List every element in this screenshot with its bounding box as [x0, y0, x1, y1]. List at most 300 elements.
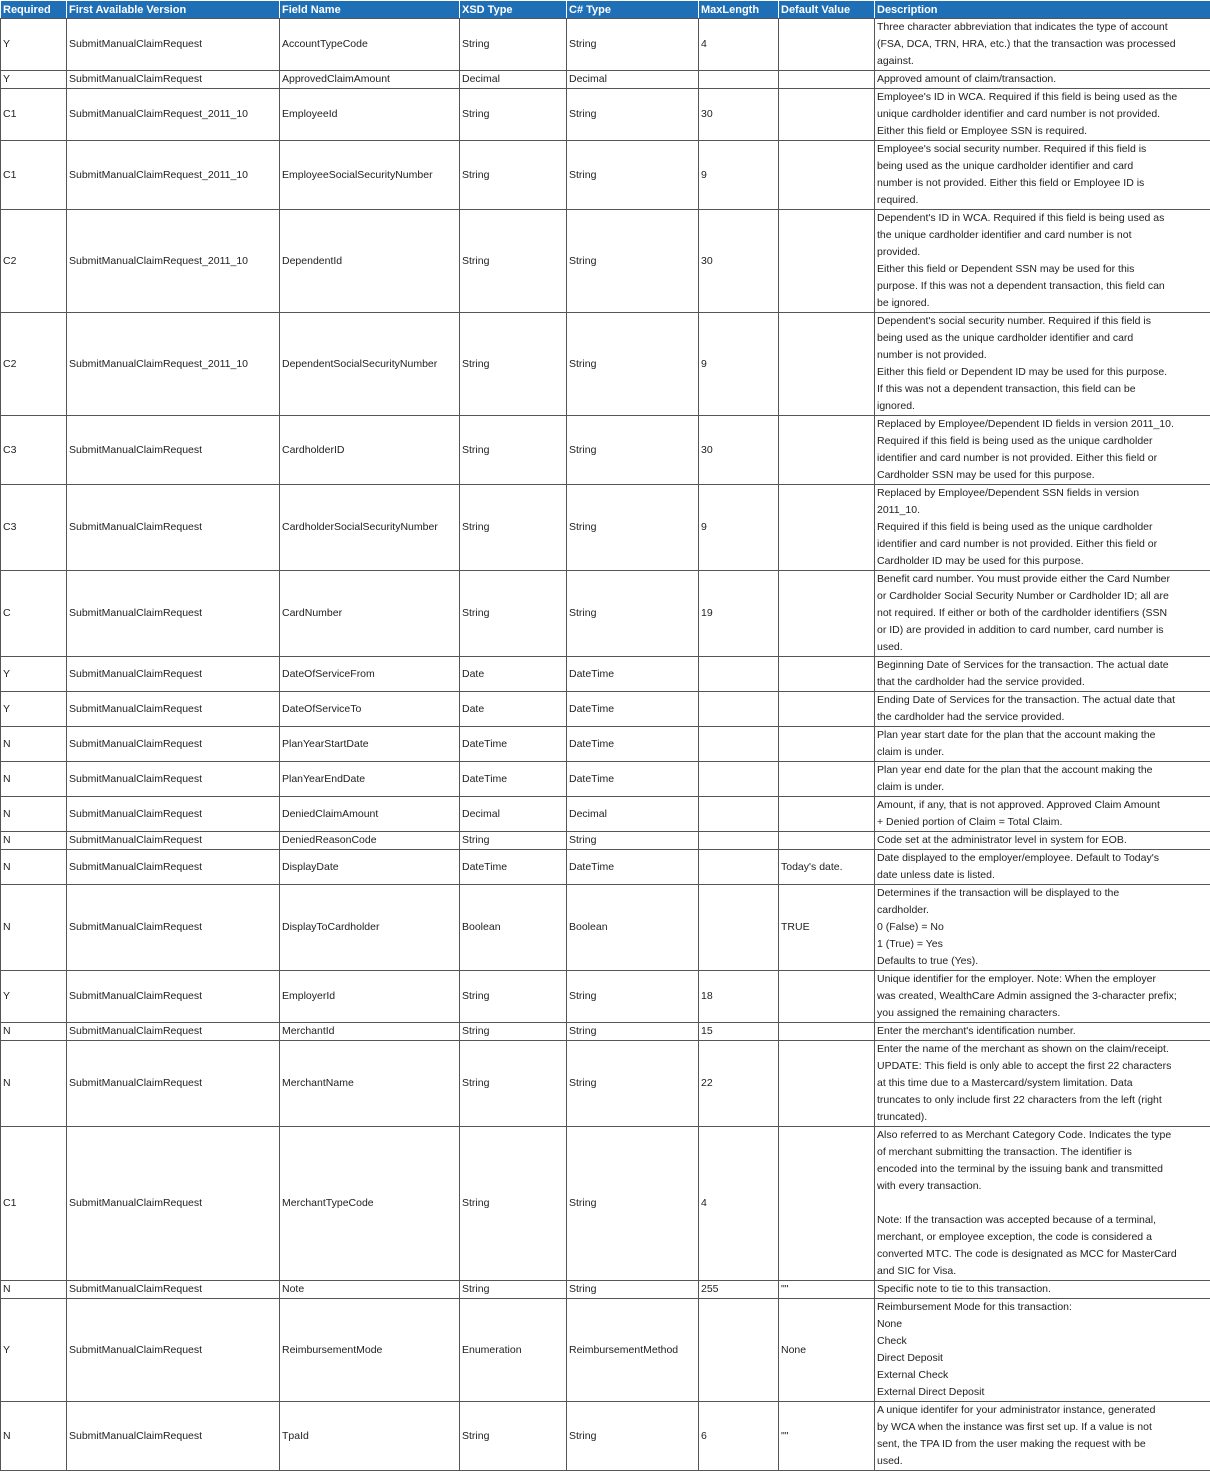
- cell-field-name: DependentId: [280, 210, 460, 313]
- cell-default-value: "": [779, 1281, 875, 1299]
- cell-xsd-type: String: [460, 1281, 567, 1299]
- cell-default-value: [779, 1041, 875, 1127]
- cell-first-available-version: SubmitManualClaimRequest: [67, 971, 280, 1023]
- cell-first-available-version: SubmitManualClaimRequest: [67, 1041, 280, 1127]
- cell-first-available-version: SubmitManualClaimRequest: [67, 1299, 280, 1402]
- header-csharp-type: C# Type: [567, 1, 699, 19]
- cell-required: N: [1, 727, 67, 762]
- cell-description: [875, 141, 1210, 210]
- cell-csharp-type: String: [567, 571, 699, 657]
- description-line: Three character abbreviation that indicates the type of account: [877, 21, 1168, 33]
- cell-default-value: [779, 313, 875, 416]
- table-row: [1, 141, 1210, 210]
- cell-csharp-type: String: [567, 141, 699, 210]
- description-line: at this time due to a Mastercard/system limitation. Data: [877, 1077, 1133, 1089]
- description-line: unique cardholder identifier and card number is not provided.: [877, 108, 1161, 120]
- cell-first-available-version: SubmitManualClaimRequest: [67, 1402, 280, 1471]
- description-line: provided.: [877, 246, 921, 258]
- cell-max-length: [699, 885, 779, 971]
- cell-default-value: [779, 762, 875, 797]
- cell-first-available-version: SubmitManualClaimRequest: [67, 762, 280, 797]
- cell-first-available-version: SubmitManualClaimRequest: [67, 1023, 280, 1041]
- cell-csharp-type: ReimbursementMethod: [567, 1299, 699, 1402]
- cell-required: C1: [1, 89, 67, 141]
- cell-max-length: [699, 727, 779, 762]
- description-line: 2011_10.: [877, 504, 921, 516]
- table-row: [1, 762, 1210, 797]
- cell-required: C1: [1, 1127, 67, 1281]
- cell-field-name: EmployeeSocialSecurityNumber: [280, 141, 460, 210]
- cell-xsd-type: String: [460, 416, 567, 485]
- cell-required: Y: [1, 19, 67, 71]
- cell-default-value: [779, 971, 875, 1023]
- description-line: not required. If either or both of the cardholder identifiers (SSN: [877, 607, 1168, 619]
- description-line: Code set at the administrator level in system for EOB.: [877, 834, 1127, 846]
- table-row: [1, 19, 1210, 71]
- table-row: [1, 885, 1210, 971]
- description-line: merchant, or employee exception, the code is considered a: [877, 1231, 1152, 1243]
- cell-csharp-type: DateTime: [567, 692, 699, 727]
- cell-csharp-type: String: [567, 1402, 699, 1471]
- cell-xsd-type: String: [460, 141, 567, 210]
- description-line: converted MTC. The code is designated as MCC for MasterCard: [877, 1248, 1177, 1260]
- description-line: required.: [877, 194, 919, 206]
- description-line: the unique cardholder identifier and card number is not: [877, 229, 1132, 241]
- cell-xsd-type: String: [460, 89, 567, 141]
- cell-first-available-version: SubmitManualClaimRequest: [67, 850, 280, 885]
- cell-first-available-version: SubmitManualClaimRequest: [67, 692, 280, 727]
- cell-field-name: TpaId: [280, 1402, 460, 1471]
- cell-first-available-version: SubmitManualClaimRequest_2011_10: [67, 210, 280, 313]
- cell-max-length: 30: [699, 210, 779, 313]
- cell-max-length: [699, 71, 779, 89]
- description-line: number is not provided. Either this field or Employee ID is: [877, 177, 1145, 189]
- cell-default-value: [779, 727, 875, 762]
- description-line: sent, the TPA ID from the user making the request with be: [877, 1438, 1146, 1450]
- description-line: Either this field or Employee SSN is required.: [877, 125, 1088, 137]
- cell-default-value: [779, 485, 875, 571]
- cell-max-length: 9: [699, 141, 779, 210]
- cell-xsd-type: Date: [460, 657, 567, 692]
- cell-xsd-type: String: [460, 971, 567, 1023]
- table-row: [1, 797, 1210, 832]
- cell-csharp-type: String: [567, 1023, 699, 1041]
- cell-xsd-type: DateTime: [460, 762, 567, 797]
- table-row: [1, 1023, 1210, 1041]
- cell-required: C: [1, 571, 67, 657]
- cell-max-length: 30: [699, 416, 779, 485]
- table-row: [1, 1281, 1210, 1299]
- description-line: or Cardholder Social Security Number or Cardholder ID; all are: [877, 590, 1169, 602]
- description-line: Reimbursement Mode for this transaction:: [877, 1301, 1072, 1313]
- table-row: [1, 850, 1210, 885]
- description-line: Employee's social security number. Required if this field is: [877, 143, 1147, 155]
- cell-field-name: DeniedReasonCode: [280, 832, 460, 850]
- cell-default-value: "": [779, 1402, 875, 1471]
- description-line: cardholder.: [877, 904, 929, 916]
- cell-max-length: 22: [699, 1041, 779, 1127]
- cell-max-length: 9: [699, 313, 779, 416]
- cell-default-value: [779, 416, 875, 485]
- cell-max-length: 18: [699, 971, 779, 1023]
- description-line: Dependent's ID in WCA. Required if this field is being used as: [877, 212, 1165, 224]
- description-line: Note: If the transaction was accepted because of a terminal,: [877, 1214, 1156, 1226]
- cell-required: C2: [1, 313, 67, 416]
- description-line: Ending Date of Services for the transaction. The actual date that: [877, 694, 1176, 706]
- cell-description: [875, 1041, 1210, 1127]
- cell-description: [875, 1402, 1210, 1471]
- cell-xsd-type: String: [460, 1127, 567, 1281]
- cell-description: [875, 313, 1210, 416]
- table-row: [1, 485, 1210, 571]
- header-first-available-version: First Available Version: [67, 1, 280, 19]
- description-line: Also referred to as Merchant Category Code. Indicates the type: [877, 1129, 1172, 1141]
- description-line: Check: [877, 1335, 907, 1347]
- table-row: [1, 71, 1210, 89]
- description-line: or ID) are provided in addition to card number, card number is: [877, 624, 1164, 636]
- description-line: ignored.: [877, 400, 915, 412]
- cell-field-name: MerchantId: [280, 1023, 460, 1041]
- cell-xsd-type: String: [460, 210, 567, 313]
- description-line: Cardholder SSN may be used for this purpose.: [877, 469, 1095, 481]
- cell-first-available-version: SubmitManualClaimRequest: [67, 71, 280, 89]
- cell-max-length: 9: [699, 485, 779, 571]
- table-row: [1, 971, 1210, 1023]
- cell-first-available-version: SubmitManualClaimRequest_2011_10: [67, 313, 280, 416]
- cell-required: N: [1, 885, 67, 971]
- table-row: [1, 727, 1210, 762]
- cell-csharp-type: Boolean: [567, 885, 699, 971]
- cell-description: [875, 571, 1210, 657]
- cell-first-available-version: SubmitManualClaimRequest_2011_10: [67, 89, 280, 141]
- cell-description: [875, 210, 1210, 313]
- cell-first-available-version: SubmitManualClaimRequest: [67, 416, 280, 485]
- cell-default-value: [779, 797, 875, 832]
- cell-max-length: 6: [699, 1402, 779, 1471]
- description-line: encoded into the terminal by the issuing bank and transmitted: [877, 1163, 1164, 1175]
- cell-description: [875, 89, 1210, 141]
- cell-field-name: DateOfServiceFrom: [280, 657, 460, 692]
- cell-max-length: [699, 1299, 779, 1402]
- cell-description: [875, 885, 1210, 971]
- cell-field-name: CardNumber: [280, 571, 460, 657]
- cell-required: N: [1, 1402, 67, 1471]
- cell-description: [875, 19, 1210, 71]
- cell-first-available-version: SubmitManualClaimRequest: [67, 1127, 280, 1281]
- cell-max-length: 30: [699, 89, 779, 141]
- cell-required: C1: [1, 141, 67, 210]
- cell-field-name: DisplayToCardholder: [280, 885, 460, 971]
- cell-field-name: CardholderSocialSecurityNumber: [280, 485, 460, 571]
- cell-first-available-version: SubmitManualClaimRequest: [67, 571, 280, 657]
- cell-field-name: CardholderID: [280, 416, 460, 485]
- description-line: Replaced by Employee/Dependent ID fields in version 2011_10.: [877, 418, 1174, 430]
- description-line: UPDATE: This field is only able to accept the first 22 characters: [877, 1060, 1172, 1072]
- cell-csharp-type: String: [567, 1281, 699, 1299]
- cell-default-value: TRUE: [779, 885, 875, 971]
- cell-default-value: [779, 692, 875, 727]
- table-row: [1, 1041, 1210, 1127]
- cell-xsd-type: String: [460, 571, 567, 657]
- cell-first-available-version: SubmitManualClaimRequest: [67, 797, 280, 832]
- description-line: truncates to only include first 22 characters from the left (right: [877, 1094, 1162, 1106]
- cell-description: [875, 850, 1210, 885]
- description-line: Required if this field is being used as the unique cardholder: [877, 435, 1153, 447]
- cell-max-length: [699, 832, 779, 850]
- cell-max-length: [699, 762, 779, 797]
- description-line: Direct Deposit: [877, 1352, 943, 1364]
- description-line: Either this field or Dependent ID may be used for this purpose.: [877, 366, 1168, 378]
- header-xsd-type: XSD Type: [460, 1, 567, 19]
- description-line: Approved amount of claim/transaction.: [877, 73, 1057, 85]
- description-line: Employee's ID in WCA. Required if this field is being used as the: [877, 91, 1178, 103]
- cell-default-value: Today's date.: [779, 850, 875, 885]
- cell-required: Y: [1, 971, 67, 1023]
- cell-csharp-type: DateTime: [567, 727, 699, 762]
- cell-csharp-type: String: [567, 971, 699, 1023]
- description-line: Date displayed to the employer/employee. Default to Today's: [877, 852, 1159, 864]
- description-line: identifier and card number is not provided. Either this field or: [877, 538, 1158, 550]
- cell-field-name: ReimbursementMode: [280, 1299, 460, 1402]
- cell-description: [875, 797, 1210, 832]
- table-body: [1, 19, 1210, 1471]
- description-line: claim is under.: [877, 746, 945, 758]
- table-row: [1, 832, 1210, 850]
- description-line: being used as the unique cardholder identifier and card: [877, 332, 1134, 344]
- description-line: that the cardholder had the service provided.: [877, 676, 1085, 688]
- description-line: Replaced by Employee/Dependent SSN fields in version: [877, 487, 1140, 499]
- cell-xsd-type: Decimal: [460, 71, 567, 89]
- cell-xsd-type: Boolean: [460, 885, 567, 971]
- cell-description: [875, 416, 1210, 485]
- cell-default-value: [779, 1023, 875, 1041]
- description-line: date unless date is listed.: [877, 869, 995, 881]
- description-line: Benefit card number. You must provide either the Card Number: [877, 573, 1170, 585]
- cell-field-name: DependentSocialSecurityNumber: [280, 313, 460, 416]
- cell-csharp-type: String: [567, 210, 699, 313]
- cell-csharp-type: Decimal: [567, 71, 699, 89]
- table-row: [1, 692, 1210, 727]
- cell-description: [875, 727, 1210, 762]
- description-line: External Check: [877, 1369, 949, 1381]
- cell-first-available-version: SubmitManualClaimRequest: [67, 885, 280, 971]
- header-max-length: MaxLength: [699, 1, 779, 19]
- description-line: A unique identifer for your administrator instance, generated: [877, 1404, 1156, 1416]
- description-line: Dependent's social security number. Required if this field is: [877, 315, 1151, 327]
- cell-first-available-version: SubmitManualClaimRequest: [67, 485, 280, 571]
- description-line: Beginning Date of Services for the transaction. The actual date: [877, 659, 1169, 671]
- table-row: [1, 210, 1210, 313]
- cell-csharp-type: String: [567, 416, 699, 485]
- description-line: [877, 1195, 1208, 1212]
- header-required: Required: [1, 1, 67, 19]
- cell-csharp-type: String: [567, 313, 699, 416]
- description-line: by WCA when the instance was first set up. If a value is not: [877, 1421, 1152, 1433]
- description-line: Enter the name of the merchant as shown on the claim/receipt.: [877, 1043, 1169, 1055]
- description-line: truncated).: [877, 1111, 928, 1123]
- cell-default-value: [779, 89, 875, 141]
- description-line: 0 (False) = No: [877, 921, 944, 933]
- cell-field-name: AccountTypeCode: [280, 19, 460, 71]
- cell-description: [875, 1299, 1210, 1402]
- cell-max-length: 4: [699, 1127, 779, 1281]
- cell-xsd-type: String: [460, 485, 567, 571]
- description-line: External Direct Deposit: [877, 1386, 985, 1398]
- cell-description: [875, 1281, 1210, 1299]
- cell-field-name: DeniedClaimAmount: [280, 797, 460, 832]
- cell-required: C2: [1, 210, 67, 313]
- cell-csharp-type: DateTime: [567, 657, 699, 692]
- table-row: [1, 1127, 1210, 1281]
- description-line: Unique identifier for the employer. Note: When the employer: [877, 973, 1156, 985]
- cell-required: Y: [1, 1299, 67, 1402]
- cell-first-available-version: SubmitManualClaimRequest: [67, 832, 280, 850]
- cell-required: N: [1, 850, 67, 885]
- cell-required: N: [1, 762, 67, 797]
- cell-description: [875, 71, 1210, 89]
- cell-description: [875, 762, 1210, 797]
- header-default-value: Default Value: [779, 1, 875, 19]
- cell-required: C3: [1, 416, 67, 485]
- cell-xsd-type: Enumeration: [460, 1299, 567, 1402]
- description-line: Cardholder ID may be used for this purpose.: [877, 555, 1084, 567]
- cell-xsd-type: DateTime: [460, 850, 567, 885]
- cell-default-value: [779, 571, 875, 657]
- cell-default-value: [779, 210, 875, 313]
- cell-max-length: [699, 692, 779, 727]
- cell-default-value: [779, 657, 875, 692]
- cell-default-value: [779, 141, 875, 210]
- description-line: number is not provided.: [877, 349, 987, 361]
- header-field-name: Field Name: [280, 1, 460, 19]
- cell-description: [875, 1023, 1210, 1041]
- cell-xsd-type: String: [460, 1402, 567, 1471]
- description-line: being used as the unique cardholder identifier and card: [877, 160, 1134, 172]
- cell-field-name: PlanYearStartDate: [280, 727, 460, 762]
- cell-csharp-type: Decimal: [567, 797, 699, 832]
- description-line: Specific note to tie to this transaction.: [877, 1283, 1051, 1295]
- cell-required: N: [1, 1041, 67, 1127]
- description-line: (FSA, DCA, TRN, HRA, etc.) that the transaction was processed: [877, 38, 1176, 50]
- table-row: [1, 313, 1210, 416]
- cell-xsd-type: String: [460, 832, 567, 850]
- cell-field-name: Note: [280, 1281, 460, 1299]
- cell-field-name: DateOfServiceTo: [280, 692, 460, 727]
- cell-csharp-type: String: [567, 89, 699, 141]
- cell-max-length: [699, 797, 779, 832]
- cell-max-length: [699, 850, 779, 885]
- cell-required: Y: [1, 692, 67, 727]
- cell-first-available-version: SubmitManualClaimRequest_2011_10: [67, 141, 280, 210]
- cell-field-name: MerchantName: [280, 1041, 460, 1127]
- cell-required: Y: [1, 71, 67, 89]
- cell-default-value: None: [779, 1299, 875, 1402]
- cell-max-length: 19: [699, 571, 779, 657]
- description-line: Plan year end date for the plan that the account making the: [877, 764, 1153, 776]
- cell-field-name: DisplayDate: [280, 850, 460, 885]
- description-line: of merchant submitting the transaction. The identifier is: [877, 1146, 1132, 1158]
- header-description: Description: [875, 1, 1210, 19]
- cell-description: [875, 971, 1210, 1023]
- description-line: identifier and card number is not provided. Either this field or: [877, 452, 1158, 464]
- cell-description: [875, 1127, 1210, 1281]
- cell-csharp-type: String: [567, 1127, 699, 1281]
- table-row: [1, 1299, 1210, 1402]
- cell-required: C3: [1, 485, 67, 571]
- description-line: the cardholder had the service provided.: [877, 711, 1065, 723]
- cell-required: N: [1, 797, 67, 832]
- cell-xsd-type: Date: [460, 692, 567, 727]
- description-line: + Denied portion of Claim = Total Claim.: [877, 816, 1063, 828]
- cell-xsd-type: String: [460, 313, 567, 416]
- cell-xsd-type: String: [460, 19, 567, 71]
- description-line: None: [877, 1318, 903, 1330]
- cell-default-value: [779, 19, 875, 71]
- cell-xsd-type: DateTime: [460, 727, 567, 762]
- cell-default-value: [779, 832, 875, 850]
- cell-default-value: [779, 71, 875, 89]
- description-line: and SIC for Visa.: [877, 1265, 957, 1277]
- cell-xsd-type: String: [460, 1023, 567, 1041]
- header-row: [1, 1, 1210, 19]
- cell-field-name: PlanYearEndDate: [280, 762, 460, 797]
- cell-field-name: ApprovedClaimAmount: [280, 71, 460, 89]
- cell-description: [875, 485, 1210, 571]
- cell-first-available-version: SubmitManualClaimRequest: [67, 19, 280, 71]
- cell-max-length: 255: [699, 1281, 779, 1299]
- description-line: Either this field or Dependent SSN may be used for this: [877, 263, 1135, 275]
- cell-required: N: [1, 832, 67, 850]
- cell-field-name: EmployerId: [280, 971, 460, 1023]
- description-line: Plan year start date for the plan that the account making the: [877, 729, 1156, 741]
- cell-first-available-version: SubmitManualClaimRequest: [67, 1281, 280, 1299]
- cell-xsd-type: String: [460, 1041, 567, 1127]
- description-line: Amount, if any, that is not approved. Approved Claim Amount: [877, 799, 1160, 811]
- cell-required: N: [1, 1023, 67, 1041]
- cell-field-name: MerchantTypeCode: [280, 1127, 460, 1281]
- description-line: Enter the merchant's identification number.: [877, 1025, 1076, 1037]
- cell-description: [875, 832, 1210, 850]
- table-row: [1, 571, 1210, 657]
- description-line: purpose. If this was not a dependent transaction, this field can: [877, 280, 1165, 292]
- cell-description: [875, 657, 1210, 692]
- cell-csharp-type: String: [567, 485, 699, 571]
- cell-csharp-type: String: [567, 1041, 699, 1127]
- cell-xsd-type: Decimal: [460, 797, 567, 832]
- cell-required: Y: [1, 657, 67, 692]
- description-line: be ignored.: [877, 297, 930, 309]
- table-row: [1, 657, 1210, 692]
- cell-first-available-version: SubmitManualClaimRequest: [67, 657, 280, 692]
- description-line: used.: [877, 1455, 903, 1467]
- description-line: Required if this field is being used as the unique cardholder: [877, 521, 1153, 533]
- table-row: [1, 416, 1210, 485]
- cell-first-available-version: SubmitManualClaimRequest: [67, 727, 280, 762]
- table-row: [1, 89, 1210, 141]
- description-line: you assigned the remaining characters.: [877, 1007, 1061, 1019]
- description-line: with every transaction.: [877, 1180, 982, 1192]
- cell-required: N: [1, 1281, 67, 1299]
- description-line: against.: [877, 55, 914, 67]
- cell-field-name: EmployeeId: [280, 89, 460, 141]
- cell-max-length: [699, 657, 779, 692]
- cell-max-length: 4: [699, 19, 779, 71]
- cell-csharp-type: String: [567, 832, 699, 850]
- description-line: 1 (True) = Yes: [877, 938, 943, 950]
- cell-description: [875, 692, 1210, 727]
- cell-max-length: 15: [699, 1023, 779, 1041]
- table-row: [1, 1402, 1210, 1471]
